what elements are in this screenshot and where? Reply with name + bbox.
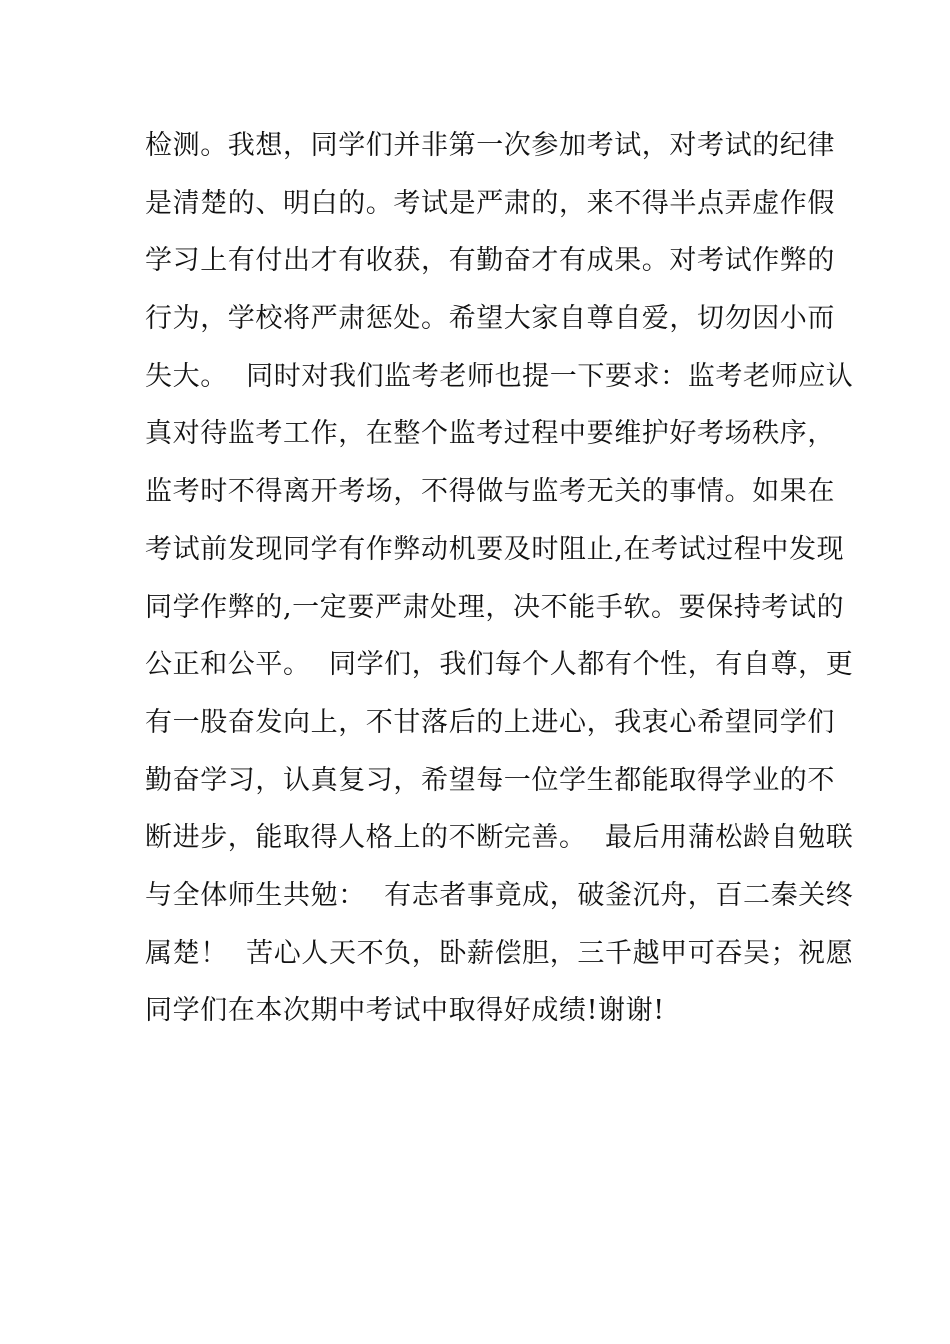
body-text [145, 117, 854, 1040]
text-line: 公正和公平。 同学们，我们每个人都有个性，有自尊，更 [145, 649, 854, 681]
text-line: 断进步，能取得人格上的不断完善。 最后用蒲松龄自勉联 [145, 822, 854, 854]
text-line: 考试前发现同学有作弊动机要及时阻止,在考试过程中发现 [145, 533, 845, 565]
text-line: 属楚！ 苦心人天不负，卧薪偿胆，三千越甲可吞吴；祝愿 [145, 937, 854, 969]
text-line: 有一股奋发向上，不甘落后的上进心，我衷心希望同学们 [145, 706, 835, 738]
text-line: 同学作弊的,一定要严肃处理，决不能手软。要保持考试的 [145, 591, 845, 623]
text-line: 是清楚的、明白的。考试是严肃的，来不得半点弄虚作假 [145, 187, 835, 219]
text-line: 学习上有付出才有收获，有勤奋才有成果。对考试作弊的 [145, 245, 835, 277]
text-line: 行为，学校将严肃惩处。希望大家自尊自爱，切勿因小而 [145, 303, 835, 335]
text-line: 失大。 同时对我们监考老师也提一下要求：监考老师应认 [145, 360, 854, 392]
text-line: 同学们在本次期中考试中取得好成绩!谢谢! [145, 995, 665, 1027]
text-line: 勤奋学习，认真复习，希望每一位学生都能取得学业的不 [145, 764, 835, 796]
text-line: 检测。我想，同学们并非第一次参加考试，对考试的纪律 [145, 130, 835, 161]
text-line: 与全体师生共勉： 有志者事竟成，破釜沉舟，百二秦关终 [145, 879, 854, 911]
text-line: 监考时不得离开考场，不得做与监考无关的事情。如果在 [145, 476, 835, 508]
text-line: 真对待监考工作，在整个监考过程中要维护好考场秩序， [145, 418, 835, 450]
